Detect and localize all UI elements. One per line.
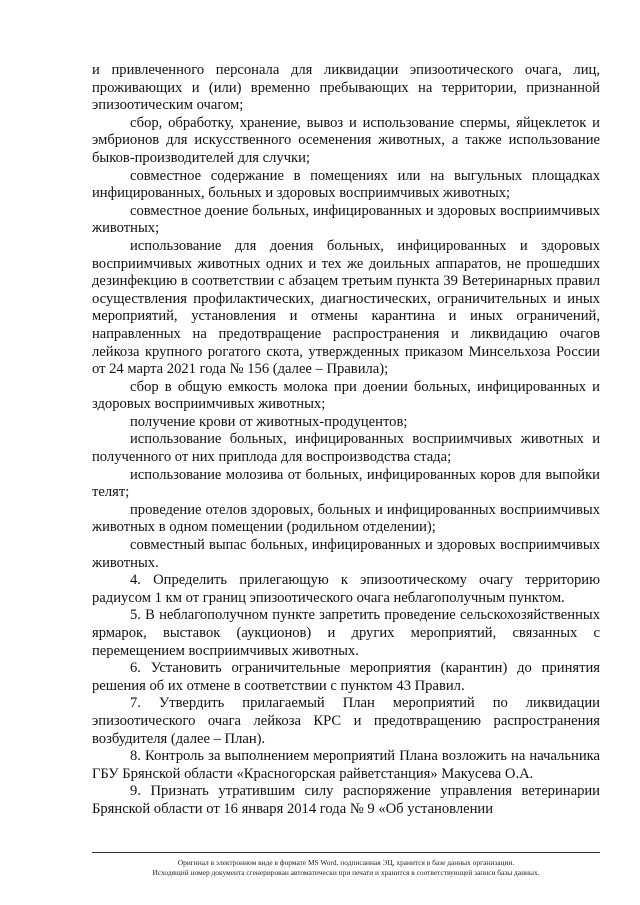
page-footer [92, 858, 600, 877]
numbered-paragraph: 5. В неблагополучном пункте запретить проведение сельскохозяйственных ярмарок, выставок (аукционов) и других мероприятий, связанных с перемещением восприимчивых животных. [92, 607, 600, 659]
numbered-paragraph: 8. Контроль за выполнением мероприятий Плана возложить на начальника ГБУ Брянской области «Красногорская райветстанция» Макусева О.А. [92, 748, 600, 782]
document-body [92, 62, 600, 819]
paragraph: и привлеченного персонала для ликвидации эпизоотического очага, лиц, проживающих и (или) временно пребывающих на территории, признанной эпизоотическим очагом; [92, 62, 600, 114]
footer-note: Оригинал в электронном виде в формате MS Word, подписанная ЭЦ, хранится в базе данных организации. [177, 858, 515, 867]
numbered-paragraph: 9. Признать утратившим силу распоряжение управления ветеринарии Брянской области от 16 января 2014 года № 9 «Об установлении [92, 783, 600, 817]
paragraph: совместное доение больных, инфицированных и здоровых восприимчивых животных; [92, 202, 600, 237]
paragraph: совместное содержание в помещениях или на выгульных площадках инфицированных, больных и здоровых восприимчивых животных; [92, 167, 600, 202]
footer-divider [92, 852, 600, 853]
paragraph: проведение отелов здоровых, больных и инфицированных восприимчивых животных в одном помещении (родильном отделении); [92, 501, 600, 536]
numbered-paragraph: 4. Определить прилегающую к эпизоотическому очагу территорию радиусом 1 км от границ эпизоотического очага неблагополучным пунктом. [92, 572, 600, 606]
paragraph: получение крови от животных-продуцентов; [130, 413, 408, 430]
paragraph: сбор, обработку, хранение, вывоз и использование спермы, яйцеклеток и эмбрионов для искусственного осеменения животных, а также использование быков-производителей для случки; [92, 114, 600, 166]
paragraph: совместный выпас больных, инфицированных и здоровых восприимчивых животных. [92, 537, 600, 571]
paragraph: использование больных, инфицированных восприимчивых животных и полученного от них приплода для воспроизводства стада; [92, 431, 600, 466]
paragraph: использование для доения больных, инфицированных и здоровых восприимчивых животных одних и тех же доильных аппаратов, не прошедших дезинфекцию в соответствии с абзацем третьим пункта 39 Ветеринарных правил осуществления профилактических, диагностических, ограничительных и иных мероприятий, установления и отмены карантина и иных ограничений, направленных на предотвращение распространения и ликвидацию очагов лейкоза крупного рогатого скота, утвержденных приказом Минсельхоза России от 24 марта 2021 года № 156 (далее – Правила); [92, 237, 600, 378]
footer-note: Исходящий номер документа сгенерирован автоматически при печати и хранится в соответствующей записи базы данных. [152, 867, 540, 877]
paragraph: использование молозива от больных, инфицированных коров для выпойки телят; [92, 466, 600, 501]
numbered-paragraph: 7. Утвердить прилагаемый План мероприятий по ликвидации эпизоотического очага лейкоза КРС и предотвращению распространения возбудителя (далее – План). [92, 695, 600, 747]
numbered-paragraph: 6. Установить ограничительные мероприятия (карантин) до принятия решения об их отмене в соответствии с пунктом 43 Правил. [92, 660, 600, 694]
paragraph: сбор в общую емкость молока при доении больных, инфицированных и здоровых восприимчивых животных; [92, 378, 600, 413]
